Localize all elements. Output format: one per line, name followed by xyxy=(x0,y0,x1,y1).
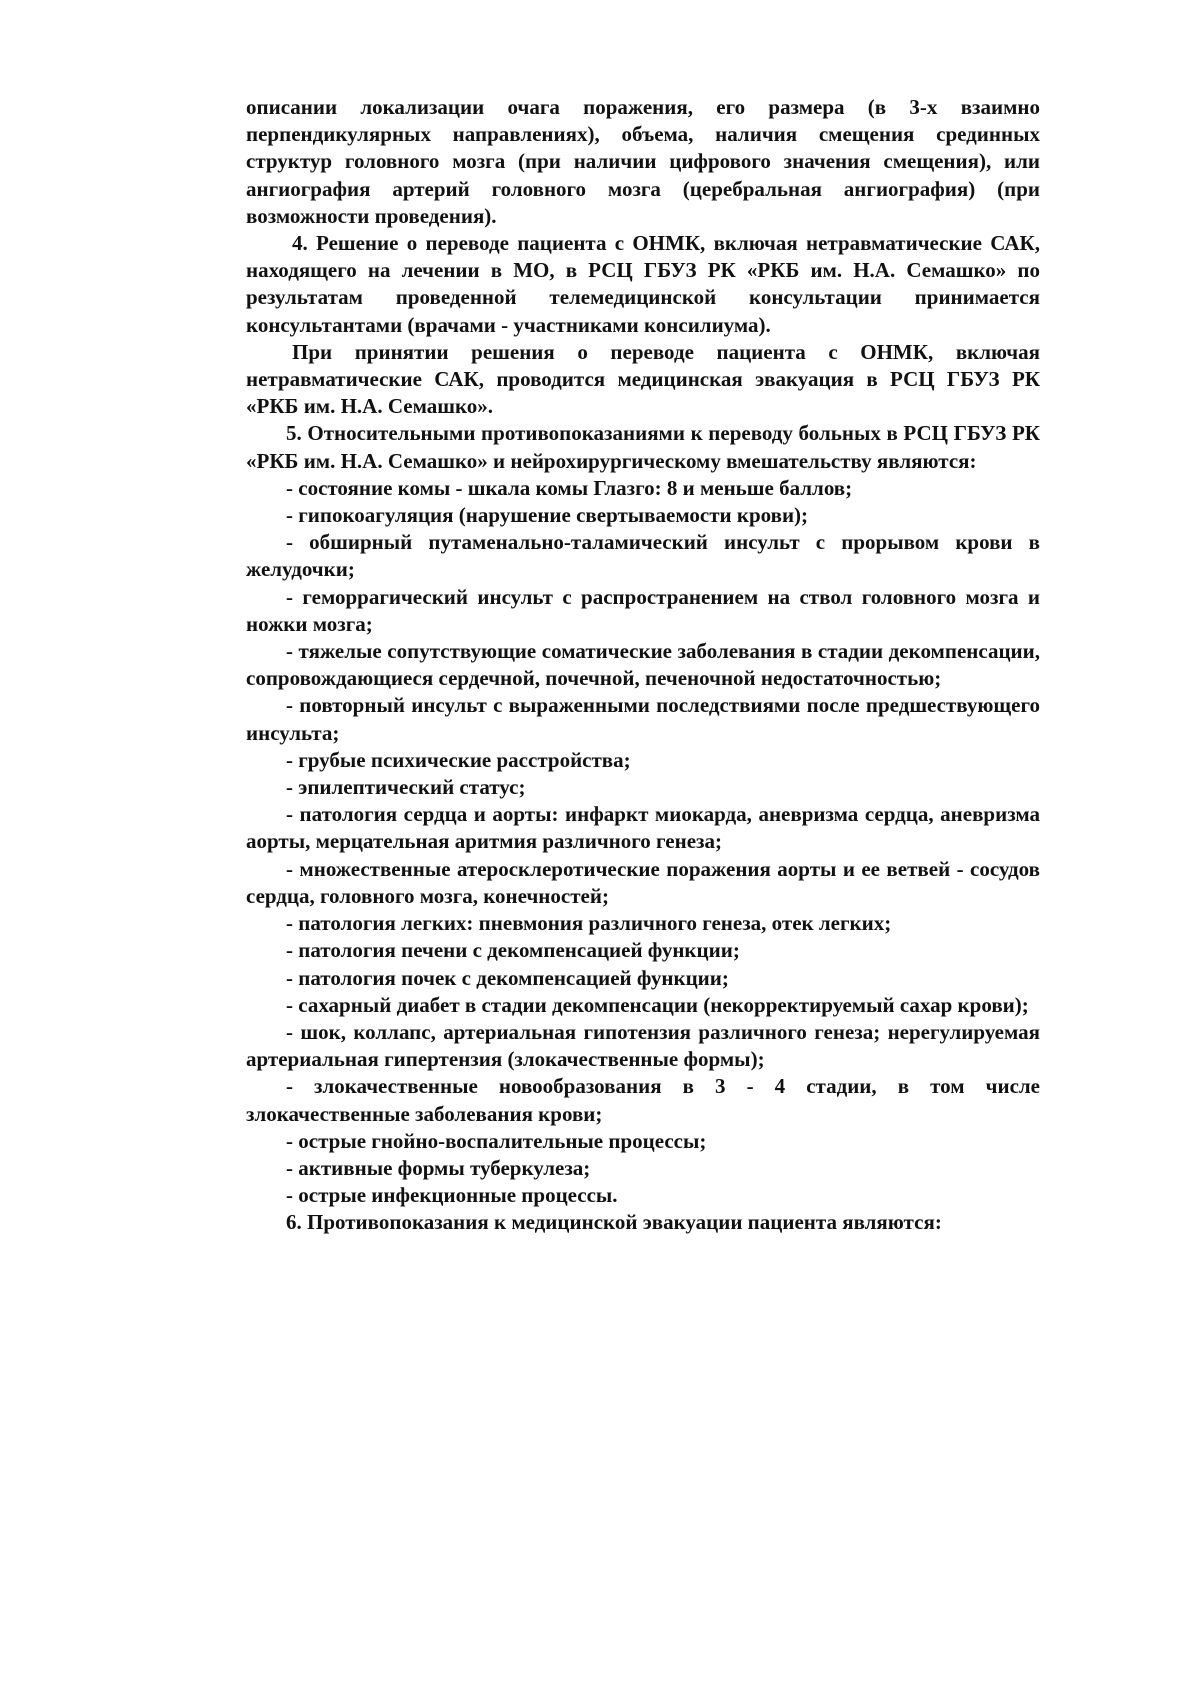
list-item: - повторный инсульт с выраженными последствиями после предшествующего инсульта; xyxy=(246,693,1040,745)
document-body xyxy=(246,94,1040,1237)
paragraph-transfer-decision: При принятии решения о переводе пациента с ОНМК, включая нетравматические САК, проводится медицинская эвакуация в РСЦ ГБУЗ РК «РКБ им. Н.А. Семашко». xyxy=(246,339,1040,419)
list-item: - патология легких: пневмония различного генеза, отек легких; xyxy=(286,911,892,936)
list-item: - активные формы туберкулеза; xyxy=(286,1155,591,1180)
list-item: - шок, коллапс, артериальная гипотензия различного генеза; нерегулируемая артериальная гипертензия (злокачественные формы); xyxy=(246,1019,1040,1072)
paragraph-continuation: описании локализации очага поражения, его размера (в 3-х взаимно перпендикулярных направлениях), объема, наличия смещения срединных структур головного мозга (при наличии цифрового значения смещения), или ангиография артерий головного мозга (церебральная ангиография) (при возможности проведения). xyxy=(246,95,1040,228)
list-item: - патология почек с декомпенсацией функции; xyxy=(286,965,729,990)
paragraph-item-5: 5. Относительными противопоказаниями к переводу больных в РСЦ ГБУЗ РК «РКБ им. Н.А. Семашко» и нейрохирургическому вмешательству являются: xyxy=(246,421,1040,473)
list-item: - эпилептический статус; xyxy=(286,775,526,800)
list-item: - гипокоагуляция (нарушение свертываемости крови); xyxy=(286,503,809,528)
list-item: - тяжелые сопутствующие соматические заболевания в стадии декомпенсации, сопровождающиеся сердечной, почечной, печеночной недостаточностью; xyxy=(246,639,1040,691)
list-item: - геморрагический инсульт с распространением на ствол головного мозга и ножки мозга; xyxy=(246,584,1040,636)
list-item: - злокачественные новообразования в 3 - 4 стадии, в том числе злокачественные заболевания крови; xyxy=(246,1074,1040,1126)
paragraph-item-4: 4. Решение о переводе пациента с ОНМК, включая нетравматические САК, находящего на лечении в МО, в РСЦ ГБУЗ РК «РКБ им. Н.А. Семашко» по результатам проведенной телемедицинской консультации принимается консультантами (врачами - участниками консилиума). xyxy=(246,231,1040,337)
list-item: - сахарный диабет в стадии декомпенсации (некорректируемый сахар крови); xyxy=(286,992,1029,1017)
list-item: - патология печени с декомпенсацией функции; xyxy=(286,938,740,963)
list-item: - обширный путаменально-таламический инсульт с прорывом крови в желудочки; xyxy=(246,530,1040,582)
list-item: - состояние комы - шкала комы Глазго: 8 и меньше баллов; xyxy=(286,475,853,500)
paragraph-item-6: 6. Противопоказания к медицинской эвакуации пациента являются: xyxy=(286,1210,942,1235)
list-item: - патология сердца и аорты: инфаркт миокарда, аневризма сердца, аневризма аорты, мерцательная аритмия различного генеза; xyxy=(246,802,1040,854)
list-item: - острые гнойно-воспалительные процессы; xyxy=(286,1128,707,1153)
list-item: - грубые психические расстройства; xyxy=(286,747,631,772)
list-item: - острые инфекционные процессы. xyxy=(286,1183,618,1208)
list-item: - множественные атеросклеротические поражения аорты и ее ветвей - сосудов сердца, головного мозга, конечностей; xyxy=(246,856,1040,908)
